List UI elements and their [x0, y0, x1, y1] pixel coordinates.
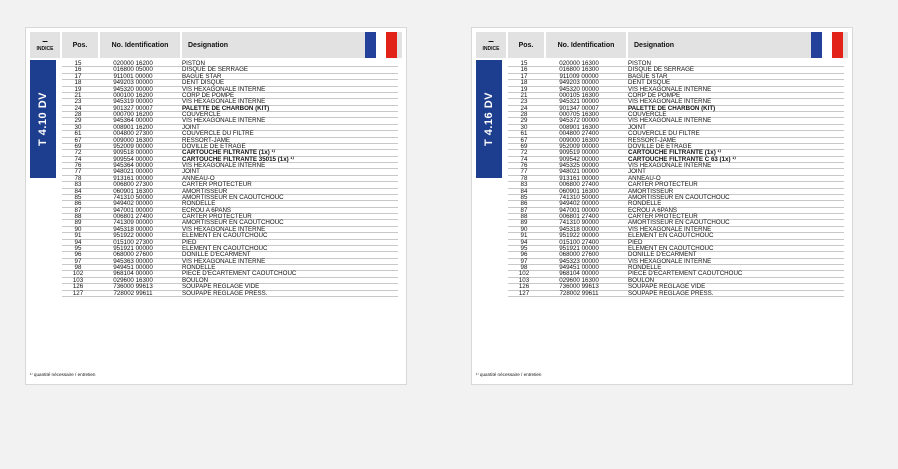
part-number: 741310 90000 [559, 219, 599, 227]
part-pos: 84 [74, 187, 82, 195]
part-designation: CARTOUCHE FILTRANTE (1x) ¹⁾ [628, 149, 722, 157]
part-designation: VIS HEXAGONALE INTERNE [628, 98, 712, 106]
part-number: 909554 00000 [113, 155, 153, 163]
part-pos: 89 [74, 219, 82, 227]
part-pos: 95 [520, 244, 528, 252]
part-designation: PISTON [628, 60, 651, 67]
part-number: 909519 00000 [559, 149, 599, 157]
part-pos: 28 [520, 111, 528, 118]
part-designation: RONDELLE [628, 200, 662, 208]
part-designation: ELEMENT EN CAOUTCHOUC [182, 232, 268, 240]
part-pos: 95 [74, 244, 82, 252]
part-number: 016800 16300 [559, 66, 599, 74]
part-pos: 126 [72, 283, 84, 291]
part-designation: VIS HEXAGONALE INTERNE [628, 225, 712, 233]
part-number: 736000 99613 [113, 283, 153, 291]
flag-stripe-red [386, 32, 397, 58]
part-number: 004800 27300 [113, 130, 153, 138]
part-number: 901347 00007 [559, 104, 599, 112]
part-designation: BOULON [628, 276, 655, 284]
part-number: 060901 16300 [559, 187, 599, 195]
part-pos: 69 [520, 142, 528, 150]
part-pos: 67 [74, 136, 82, 144]
part-designation: JOINT [628, 168, 646, 176]
part-designation: PIECE D'ECARTEMENT CAOUTCHOUC [182, 270, 297, 278]
part-designation: ELEMENT EN CAOUTCHOUC [182, 244, 268, 252]
designation-header: Designation [628, 32, 848, 58]
indice-dash: – [488, 36, 494, 47]
part-designation: SOUPAPE REGLAGE PRESS. [628, 289, 714, 297]
part-pos: 86 [520, 200, 528, 208]
part-designation: DISQUE DE SERRAGE [182, 66, 249, 74]
part-pos: 88 [520, 213, 528, 220]
part-number: 909542 00000 [559, 155, 599, 163]
part-pos: 21 [520, 91, 528, 99]
part-number: 741310 50000 [113, 193, 153, 201]
part-designation: VIS HEXAGONALE INTERNE [182, 98, 266, 106]
flag-stripe-blue [811, 32, 822, 58]
part-pos: 86 [74, 200, 82, 208]
part-designation: ANNEAU-O [182, 174, 215, 182]
part-number: 951921 00000 [559, 244, 599, 252]
part-designation: AMORTISSEUR EN CAOUTCHOUC [182, 193, 284, 201]
part-number: 968104 00000 [559, 270, 599, 278]
part-designation: VIS HEXAGONALE INTERNE [182, 85, 266, 93]
identification-header: No. Identification [546, 32, 626, 58]
part-pos: 18 [520, 79, 528, 87]
part-designation: CORP DE POMPE [628, 91, 681, 99]
part-number: 945364 00000 [113, 117, 153, 125]
designation-header: Designation [182, 32, 402, 58]
flag-stripe-white [822, 32, 833, 58]
part-pos: 94 [520, 238, 528, 246]
part-pos: 28 [74, 111, 82, 118]
part-number: 951922 00000 [559, 232, 599, 240]
part-number: 947001 00000 [559, 206, 599, 214]
part-designation: SOUPAPE REGLAGE VIDE [628, 283, 706, 291]
part-pos: 24 [520, 104, 528, 112]
part-number: 000700 16200 [113, 111, 153, 118]
part-pos: 72 [520, 149, 528, 157]
part-designation: BAGUE STAR [182, 72, 222, 80]
part-number: 952009 00000 [559, 142, 599, 150]
part-number: 006800 27400 [559, 181, 599, 189]
part-pos: 98 [74, 264, 82, 271]
part-number: 000705 16300 [559, 111, 599, 118]
part-designation: DENT DISQUE [628, 79, 671, 87]
part-pos: 19 [520, 85, 528, 93]
part-designation: JOINT [182, 123, 200, 131]
part-designation: DOVILLE DE ETRAGE [628, 142, 692, 150]
part-designation: AMORTISSEUR EN CAOUTCHOUC [628, 193, 730, 201]
part-pos: 76 [520, 162, 528, 169]
part-number: 029600 16300 [559, 276, 599, 284]
part-designation: BOULON [182, 276, 209, 284]
part-pos: 96 [74, 251, 82, 259]
part-pos: 96 [520, 251, 528, 259]
part-designation: VIS HEXAGONALE INTERNE [182, 162, 266, 169]
part-number: 901327 00007 [113, 104, 153, 112]
part-designation: CARTER PROTECTEUR [182, 213, 252, 220]
part-number: 068000 27600 [113, 251, 153, 259]
part-pos: 72 [74, 149, 82, 157]
part-designation: AMORTISSEUR EN CAOUTCHOUC [628, 219, 730, 227]
table-header [476, 32, 848, 58]
part-number: 004800 27400 [559, 130, 599, 138]
part-number: 945363 00000 [113, 257, 153, 265]
part-pos: 76 [74, 162, 82, 169]
part-pos: 84 [520, 187, 528, 195]
part-designation: CARTOUCHE FILTRANTE (1x) ¹⁾ [182, 149, 276, 157]
part-pos: 30 [74, 123, 82, 131]
part-number: 949451 00000 [559, 264, 599, 271]
french-flag-icon [811, 32, 843, 58]
part-number: 945319 00000 [113, 98, 153, 106]
part-pos: 78 [520, 174, 528, 182]
part-designation: COUVERCLE [628, 111, 667, 118]
part-designation: BAGUE STAR [628, 72, 668, 80]
part-pos: 88 [74, 213, 82, 220]
part-pos: 15 [74, 60, 82, 67]
part-pos: 16 [520, 66, 528, 74]
part-number: 945325 00000 [559, 162, 599, 169]
parts-list [508, 61, 844, 297]
part-designation: COUVERCLE DU FILTRE [628, 130, 700, 138]
part-pos: 69 [74, 142, 82, 150]
part-designation: VIS HEXAGONALE INTERNE [628, 117, 712, 125]
part-pos: 98 [520, 264, 528, 271]
part-pos: 97 [74, 257, 82, 265]
part-designation: VIS HEXAGONALE INTERNE [182, 225, 266, 233]
part-number: 948021 00000 [113, 168, 153, 176]
part-number: 945318 00000 [559, 225, 599, 233]
part-designation: CARTER PROTECTEUR [182, 181, 252, 189]
part-designation: PIECE D'ECARTEMENT CAOUTCHOUC [628, 270, 743, 278]
part-number: 913161 00000 [113, 174, 153, 182]
part-designation: SOUPAPE REGLAGE VIDE [182, 283, 260, 291]
part-designation: JOINT [182, 168, 200, 176]
indice-header [476, 32, 506, 58]
part-number: 951922 00000 [113, 232, 153, 240]
part-designation: PALETTE DE CHARBON (KIT) [628, 104, 716, 112]
part-pos: 90 [520, 225, 528, 233]
part-designation: VIS HEXAGONALE INTERNE [628, 162, 712, 169]
part-designation: ELEMENT EN CAOUTCHOUC [628, 232, 714, 240]
part-pos: 74 [74, 155, 82, 163]
part-pos: 91 [520, 232, 528, 240]
part-number: 009000 16300 [113, 136, 153, 144]
part-number: 016800 05000 [113, 66, 153, 74]
part-number: 945320 00000 [559, 85, 599, 93]
part-number: 015100 27300 [113, 238, 153, 246]
part-pos: 94 [74, 238, 82, 246]
part-number: 968104 00000 [113, 270, 153, 278]
part-number: 949402 00000 [113, 200, 153, 208]
identification-header: No. Identification [100, 32, 180, 58]
part-number: 911001 00000 [113, 72, 153, 80]
parts-list [62, 61, 398, 297]
part-pos: 87 [520, 206, 528, 214]
part-number: 952009 00000 [113, 142, 153, 150]
part-number: 006800 27300 [113, 181, 153, 189]
part-pos: 61 [74, 130, 82, 138]
part-number: 947001 00000 [113, 206, 153, 214]
part-number: 949402 00000 [559, 200, 599, 208]
part-pos: 126 [518, 283, 530, 291]
part-number: 949203 00000 [559, 79, 599, 87]
part-pos: 89 [520, 219, 528, 227]
part-designation: CARTER PROTECTEUR [628, 181, 698, 189]
part-number: 741309 00000 [113, 219, 153, 227]
part-pos: 103 [518, 276, 530, 284]
part-number: 009000 16300 [559, 136, 599, 144]
part-designation: CARTOUCHE FILTRANTE 35015 (1x) ¹⁾ [182, 155, 294, 163]
part-number: 029600 16300 [113, 276, 153, 284]
part-number: 909518 00000 [113, 149, 153, 157]
part-number: 060901 16300 [113, 187, 153, 195]
part-designation: PIED [182, 238, 197, 246]
part-pos: 103 [72, 276, 84, 284]
part-designation: VIS HEXAGONALE INTERNE [182, 117, 266, 125]
part-designation: VIS HEXAGONALE INTERNE [182, 257, 266, 265]
part-pos: 24 [74, 104, 82, 112]
part-designation: ECROU A 6PANS [182, 206, 232, 214]
part-number: 068000 27600 [559, 251, 599, 259]
parts-panel-right [471, 27, 853, 385]
model-tab [30, 60, 56, 178]
model-title: T 4.10 DV [37, 91, 49, 147]
part-pos: 85 [74, 193, 82, 201]
part-pos: 29 [520, 117, 528, 125]
part-pos: 17 [74, 72, 82, 80]
part-pos: 83 [74, 181, 82, 189]
part-designation: ECROU A 6PANS [628, 206, 678, 214]
part-pos: 15 [520, 60, 528, 67]
part-designation: JOINT [628, 123, 646, 131]
part-number: 911009 00000 [559, 72, 599, 80]
pos-header: Pos. [508, 32, 544, 58]
part-pos: 61 [520, 130, 528, 138]
indice-dash: – [42, 36, 48, 47]
part-number: 949203 00000 [113, 79, 153, 87]
part-pos: 102 [72, 270, 84, 278]
part-pos: 17 [520, 72, 528, 80]
part-number: 008901 16200 [113, 123, 153, 131]
part-designation: RONDELLE [628, 264, 662, 271]
flag-stripe-red [832, 32, 843, 58]
part-pos: 97 [520, 257, 528, 265]
part-number: 728002 99611 [113, 289, 153, 297]
part-number: 945321 00000 [559, 98, 599, 106]
part-number: 736000 99613 [559, 283, 599, 291]
part-pos: 127 [518, 289, 530, 297]
part-number: 945364 00000 [113, 162, 153, 169]
part-designation: DONILLE D'ECARMENT [182, 251, 251, 259]
part-pos: 77 [74, 168, 82, 176]
part-pos: 30 [520, 123, 528, 131]
part-pos: 16 [74, 66, 82, 74]
part-number: 945318 00000 [113, 225, 153, 233]
part-designation: AMORTISSEUR [628, 187, 674, 195]
part-designation: PALETTE DE CHARBON (KIT) [182, 104, 270, 112]
part-number: 020000 16300 [559, 60, 599, 67]
part-designation: DENT DISQUE [182, 79, 225, 87]
flag-stripe-blue [365, 32, 376, 58]
part-number: 741310 50000 [559, 193, 599, 201]
part-number: 000105 16300 [559, 91, 599, 99]
table-header [30, 32, 402, 58]
part-number: 728002 99611 [559, 289, 599, 297]
part-number: 945320 00000 [113, 85, 153, 93]
french-flag-icon [365, 32, 397, 58]
indice-label: INDICE [36, 46, 54, 52]
part-designation: COUVERCLE DU FILTRE [182, 130, 254, 138]
part-designation: CARTOUCHE FILTRANTE C 63 (1x) ¹⁾ [628, 155, 736, 163]
part-designation: PISTON [182, 60, 205, 67]
part-designation: AMORTISSEUR [182, 187, 228, 195]
part-designation: COUVERCLE [182, 111, 221, 118]
part-designation: RESSORT-JAME [182, 136, 231, 144]
part-pos: 21 [74, 91, 82, 99]
parts-panel-left [25, 27, 407, 385]
part-designation: CARTER PROTECTEUR [628, 213, 698, 220]
part-number: 006801 27400 [559, 213, 599, 220]
part-designation: DOVILLE DE ETRAGE [182, 142, 246, 150]
model-tab [476, 60, 502, 178]
part-designation: DISQUE DE SERRAGE [628, 66, 695, 74]
part-designation: RONDELLE [182, 200, 216, 208]
part-number: 945323 00000 [559, 257, 599, 265]
part-number: 000100 16200 [113, 91, 153, 99]
part-pos: 23 [74, 98, 82, 106]
part-pos: 77 [520, 168, 528, 176]
pos-header: Pos. [62, 32, 98, 58]
part-number: 945372 00000 [559, 117, 599, 125]
part-number: 948021 00000 [559, 168, 599, 176]
part-pos: 29 [74, 117, 82, 125]
part-designation: AMORTISSEUR EN CAOUTCHOUC [182, 219, 284, 227]
part-designation: VIS HEXAGONALE INTERNE [628, 85, 712, 93]
table-row [508, 291, 844, 297]
part-pos: 23 [520, 98, 528, 106]
part-pos: 87 [74, 206, 82, 214]
part-pos: 19 [74, 85, 82, 93]
part-number: 951921 00000 [113, 244, 153, 252]
part-designation: PIED [628, 238, 643, 246]
part-pos: 91 [74, 232, 82, 240]
footnote: ¹⁾ quantité nécessaire / entretien [476, 372, 542, 377]
part-designation: ELEMENT EN CAOUTCHOUC [628, 244, 714, 252]
part-designation: SOUPAPE REGLAGE PRESS. [182, 289, 268, 297]
flag-stripe-white [376, 32, 387, 58]
part-pos: 67 [520, 136, 528, 144]
part-number: 008901 16300 [559, 123, 599, 131]
indice-label: INDICE [482, 46, 500, 52]
part-pos: 102 [518, 270, 530, 278]
part-number: 949451 00000 [113, 264, 153, 271]
part-pos: 127 [72, 289, 84, 297]
part-pos: 90 [74, 225, 82, 233]
footnote: ¹⁾ quantité nécessaire / entretien [30, 372, 96, 377]
part-designation: RESSORT-JAME [628, 136, 677, 144]
table-row [62, 291, 398, 297]
part-number: 020000 16200 [113, 60, 153, 67]
part-designation: RONDELLE [182, 264, 216, 271]
model-title: T 4.16 DV [483, 91, 495, 147]
part-designation: DONILLE D'ECARMENT [628, 251, 697, 259]
part-pos: 74 [520, 155, 528, 163]
part-designation: VIS HEXAGONALE INTERNE [628, 257, 712, 265]
part-number: 913161 00000 [559, 174, 599, 182]
part-number: 006801 27400 [113, 213, 153, 220]
part-pos: 18 [74, 79, 82, 87]
indice-header [30, 32, 60, 58]
part-pos: 85 [520, 193, 528, 201]
part-number: 015100 27400 [559, 238, 599, 246]
part-pos: 83 [520, 181, 528, 189]
part-designation: ANNEAU-O [628, 174, 661, 182]
part-designation: CORP DE POMPE [182, 91, 235, 99]
part-pos: 78 [74, 174, 82, 182]
